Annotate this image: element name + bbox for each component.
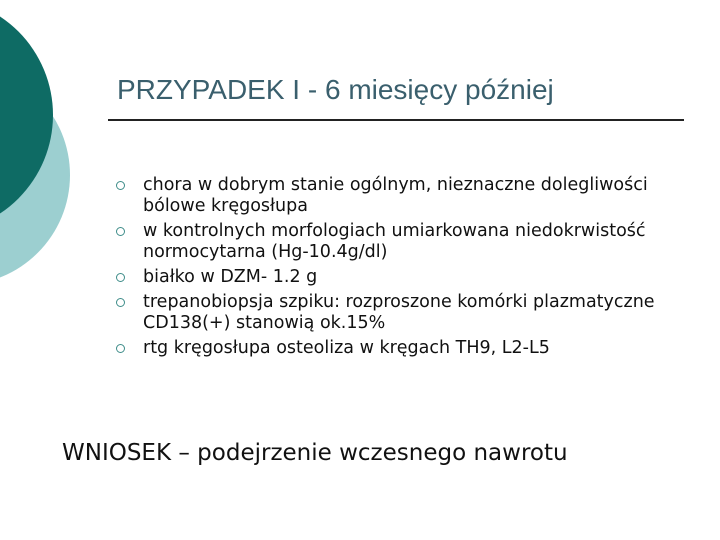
slide-title: PRZYPADEK I - 6 miesięcy później	[117, 74, 554, 105]
bullet-circle-icon	[116, 273, 125, 282]
title-divider	[108, 119, 684, 121]
bullet-text: w kontrolnych morfologiach umiarkowana niedokrwistość normocytarna (Hg-10.4g/dl)	[143, 221, 646, 262]
bullet-text: chora w dobrym stanie ogólnym, nieznaczne dolegliwości bólowe kręgosłupa	[143, 175, 648, 216]
list-item	[114, 292, 674, 334]
bullet-text: trepanobiopsja szpiku: rozproszone komórki plazmatyczne CD138(+) stanowią ok.15%	[143, 292, 655, 333]
bullet-circle-icon	[116, 344, 125, 353]
decorative-circles	[0, 0, 120, 300]
bullet-circle-icon	[116, 298, 125, 307]
bullet-list	[114, 175, 674, 363]
list-item	[114, 221, 674, 263]
list-item	[114, 175, 674, 217]
bullet-text: białko w DZM- 1.2 g	[143, 267, 318, 287]
list-item	[114, 267, 674, 288]
list-item	[114, 338, 674, 359]
conclusion-text: WNIOSEK – podejrzenie wczesnego nawrotu	[62, 440, 568, 466]
bullet-circle-icon	[116, 181, 125, 190]
bullet-circle-icon	[116, 227, 125, 236]
bullet-text: rtg kręgosłupa osteoliza w kręgach TH9, L2-L5	[143, 338, 550, 358]
